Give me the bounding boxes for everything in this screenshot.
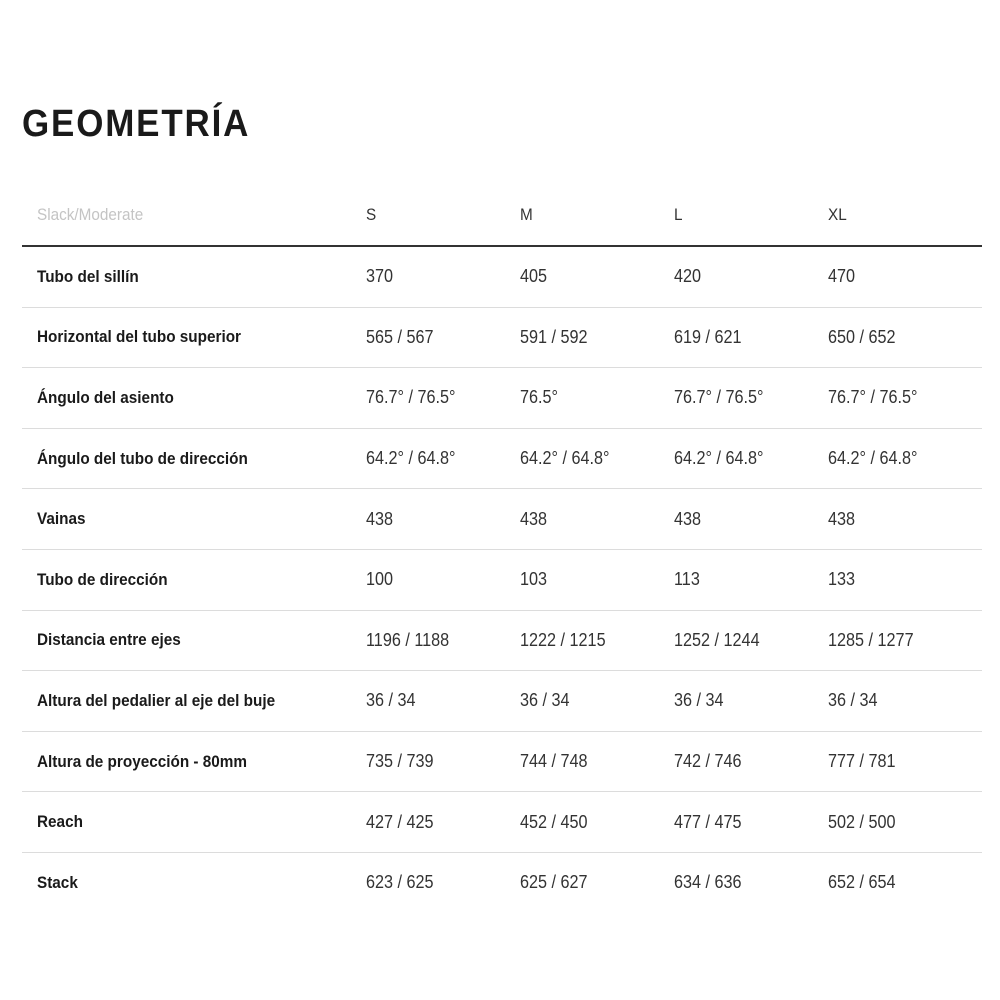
table-cell: 438: [366, 489, 520, 550]
row-label: Distancia entre ejes: [22, 610, 366, 671]
table-cell: 625 / 627: [520, 872, 588, 893]
table-cell: 652 / 654: [828, 872, 896, 893]
table-cell: 133: [828, 549, 982, 610]
column-header-size-m: M: [520, 185, 674, 246]
row-label: Horizontal del tubo superior: [22, 307, 366, 368]
table-cell: 742 / 746: [674, 731, 828, 792]
row-label: Vainas: [22, 489, 366, 550]
row-label: Ángulo del asiento: [22, 368, 366, 429]
table-row: [22, 489, 982, 550]
table-row: [22, 549, 982, 610]
row-label: Tubo de dirección: [22, 549, 366, 610]
table-cell: 64.2° / 64.8°: [828, 428, 982, 489]
table-cell: 36 / 34: [828, 671, 982, 732]
table-cell: 103: [520, 549, 674, 610]
table-cell: 1285 / 1277: [828, 610, 982, 671]
table-cell: 591 / 592: [520, 307, 674, 368]
table-cell: 36 / 34: [674, 671, 828, 732]
table-cell: 438: [520, 489, 674, 550]
table-cell: 744 / 748: [520, 731, 674, 792]
table-cell: 64.2° / 64.8°: [520, 428, 674, 489]
row-label: Tubo del sillín: [22, 246, 366, 307]
table-cell: 76.7° / 76.5°: [674, 368, 828, 429]
column-header-size-xl: XL: [828, 185, 982, 246]
table-row: [22, 428, 982, 489]
table-cell: 76.7° / 76.5°: [828, 368, 982, 429]
table-header-row: [22, 185, 982, 246]
column-header-size-l: L: [674, 185, 828, 246]
row-label: Reach: [22, 792, 366, 853]
table-cell: 76.7° / 76.5°: [366, 368, 520, 429]
table-cell: 427 / 425: [366, 792, 520, 853]
table-cell: 735 / 739: [366, 731, 520, 792]
table-row: [22, 368, 982, 429]
table-cell: 1252 / 1244: [674, 610, 828, 671]
table-cell: 634 / 636: [674, 872, 742, 893]
table-cell: 1222 / 1215: [520, 610, 674, 671]
table-cell: 650 / 652: [828, 307, 982, 368]
table-cell: 477 / 475: [674, 792, 828, 853]
table-cell: 36 / 34: [520, 671, 674, 732]
table-cell: 565 / 567: [366, 307, 520, 368]
column-header-label: Slack/Moderate: [22, 185, 366, 246]
table-cell: 470: [828, 246, 982, 307]
table-cell: 452 / 450: [520, 792, 674, 853]
table-cell: 76.5°: [520, 368, 674, 429]
row-label: Stack: [37, 872, 78, 892]
table-row: [22, 792, 982, 853]
table-row: [22, 307, 982, 368]
table-cell: 370: [366, 246, 520, 307]
table-cell: 1196 / 1188: [366, 610, 520, 671]
table-cell: 420: [674, 246, 828, 307]
table-cell: 502 / 500: [828, 792, 982, 853]
table-cell: 438: [828, 489, 982, 550]
table-cell: 113: [674, 549, 828, 610]
row-label: Ángulo del tubo de dirección: [22, 428, 366, 489]
column-header-size-s: S: [366, 185, 520, 246]
table-cell: 619 / 621: [674, 307, 828, 368]
table-cell: 438: [674, 489, 828, 550]
page-title: GEOMETRÍA: [22, 103, 251, 145]
table-cell: 623 / 625: [366, 872, 434, 893]
table-row: [22, 731, 982, 792]
table-cell: 777 / 781: [828, 731, 982, 792]
table-row: [22, 610, 982, 671]
table-row: [22, 671, 982, 732]
table-cell: 405: [520, 246, 674, 307]
table-cell: 64.2° / 64.8°: [674, 428, 828, 489]
table-row: [22, 852, 982, 912]
row-label: Altura de proyección - 80mm: [22, 731, 366, 792]
table-cell: 100: [366, 549, 520, 610]
table-row: [22, 246, 982, 307]
geometry-table: [22, 185, 982, 913]
table-cell: 64.2° / 64.8°: [366, 428, 520, 489]
row-label: Altura del pedalier al eje del buje: [22, 671, 366, 732]
table-cell: 36 / 34: [366, 671, 520, 732]
